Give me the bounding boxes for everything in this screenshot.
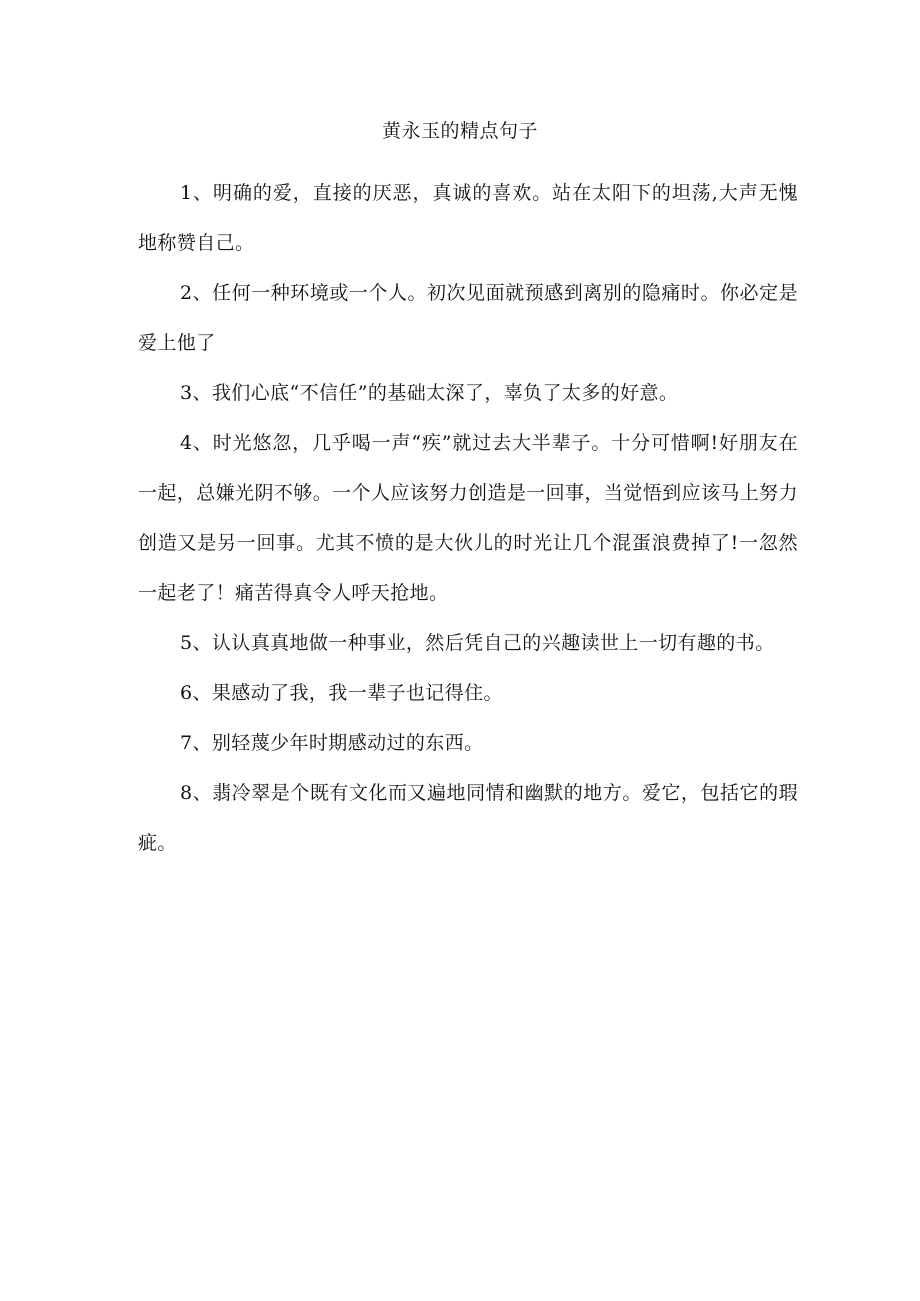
paragraph-8: 8、翡冷翠是个既有文化而又遍地同情和幽默的地方。爱它，包括它的瑕疵。 [138, 782, 798, 854]
paragraph-2: 2、任何一种环境或一个人。初次见面就预感到离别的隐痛时。你必定是爱上他了 [138, 282, 798, 354]
paragraph-4: 4、时光悠忽，几乎喝一声“疾”就过去大半辈子。十分可惜啊!好朋友在一起，总嫌光阴不够。一个人应该努力创造是一回事，当觉悟到应该马上努力创造又是另一回事。尤其不愤的是大伙儿的时光让几个混蛋浪费掉了!一忽然一起老了！痛苦得真令人呼天抢地。 [138, 432, 798, 604]
paragraph-1: 1、明确的爱，直接的厌恶，真诚的喜欢。站在太阳下的坦荡,大声无愧地称赞自己。 [138, 182, 798, 254]
paragraph-7: 7、别轻蔑少年时期感动过的东西。 [180, 732, 484, 754]
document-title: 黄永玉的精点句子 [381, 120, 538, 142]
paragraph-5: 5、认认真真地做一种事业，然后凭自己的兴趣读世上一切有趣的书。 [180, 632, 775, 654]
paragraph-3: 3、我们心底“不信任”的基础太深了，辜负了太多的好意。 [180, 382, 679, 404]
document-body [138, 168, 798, 868]
paragraph-6: 6、果感动了我，我一辈子也记得住。 [180, 682, 503, 704]
